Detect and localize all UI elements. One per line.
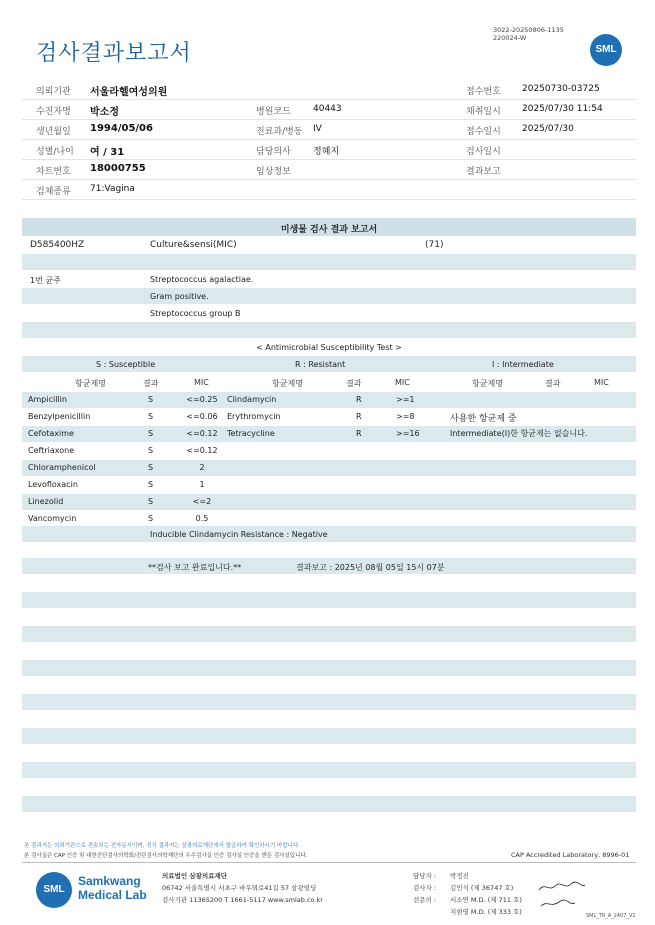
document-code-line1: 3022-20250806-1135 [493, 26, 564, 34]
organism-line: Streptococcus agalactiae. [150, 275, 254, 284]
stripe-band [22, 288, 636, 304]
col-header-mic: MIC [594, 378, 609, 387]
antibiotic-name: Ceftriaxone [28, 446, 75, 455]
info-label: 채취일시 [466, 107, 501, 117]
org-name: 의료법인 삼광의료재단 [162, 872, 228, 880]
mic-value: >=1 [396, 395, 415, 404]
antibiotic-name: Benzylpenicillin [28, 412, 91, 421]
ast-result: R [356, 412, 362, 421]
info-row [22, 180, 636, 200]
organism-line: Gram positive. [150, 292, 209, 301]
staff-value: 박정진 [450, 872, 469, 880]
ast-result: R [356, 429, 362, 438]
empty-row-band [22, 660, 636, 676]
info-label: 접수일시 [466, 127, 501, 137]
stripe-band [22, 494, 636, 510]
empty-row-band [22, 694, 636, 710]
info-label: 결과보고 [466, 167, 501, 177]
col-header-drug: 항균제명 [75, 379, 106, 388]
notice-accreditation: 본 검사실은 CAP 인증 및 대한진단검사의학회/진단검사의학재단의 우수검사실 인증 검사실 인증을 받은 검사실입니다. [24, 853, 308, 859]
ast-result: S [148, 395, 154, 404]
info-value: 2025/07/30 [522, 124, 574, 134]
info-row [22, 140, 636, 160]
info-value: 정혜지 [313, 147, 340, 157]
antibiotic-name: Chloramphenicol [28, 463, 96, 472]
legend-intermediate: I : Intermediate [492, 360, 554, 369]
info-value: 71:Vagina [90, 184, 135, 194]
info-label: 접수번호 [466, 87, 501, 97]
info-label: 검체종류 [36, 187, 71, 197]
note-line: 사용한 항균제 중 [450, 414, 517, 424]
mic-value: <=0.12 [186, 429, 218, 438]
mic-value: <=2 [192, 497, 212, 506]
info-row [22, 100, 636, 120]
isolate-label: 1번 균주 [30, 276, 61, 285]
form-code: SML_TR_A_2407_V1 [586, 913, 636, 919]
info-value: 1994/05/06 [90, 123, 153, 134]
mic-value: >=8 [396, 412, 415, 421]
info-label: 생년월일 [36, 127, 71, 137]
empty-row-band [22, 762, 636, 778]
col-header-mic: MIC [194, 378, 209, 387]
info-label: 임상정보 [256, 167, 291, 177]
empty-row-band [22, 728, 636, 744]
ast-title: < Antimicrobial Susceptibility Test > [256, 343, 402, 352]
note-line: Intermediate(I)한 항균제는 없습니다. [450, 429, 588, 438]
report-complete: **검사 보고 완료입니다.** [148, 563, 242, 572]
info-value: 2025/07/30 11:54 [522, 104, 603, 114]
legend-susceptible: S : Susceptible [96, 360, 156, 369]
stripe-band [22, 254, 636, 270]
antibiotic-name: Levofloxacin [28, 480, 78, 489]
mic-value: <=0.25 [186, 395, 218, 404]
col-header-mic: MIC [395, 378, 410, 387]
test-name: Culture&sensi(MIC) [150, 240, 237, 250]
org-contact: 검사기관 11365200 T 1661-5117 www.smlab.co.kr [162, 896, 323, 904]
sml-logo: SML [590, 34, 622, 66]
organism-line: Streptococcus group B [150, 309, 241, 318]
footer-divider [22, 862, 636, 863]
empty-row-band [22, 626, 636, 642]
col-header-result: 결과 [545, 379, 561, 388]
stripe-band [22, 392, 636, 408]
staff-label: 전문의 : [413, 896, 437, 904]
empty-row-band [22, 592, 636, 608]
empty-row-band [22, 796, 636, 812]
staff-value: 지현영 M.D. (제 333 호) [450, 908, 522, 916]
info-label: 검사일시 [466, 147, 501, 157]
info-value: 박소정 [90, 107, 119, 118]
mic-value: >=16 [396, 429, 420, 438]
stripe-band [22, 526, 636, 542]
ast-result: S [148, 497, 154, 506]
col-header-result: 결과 [346, 379, 362, 388]
signature-image [537, 878, 587, 912]
info-label: 담당의사 [256, 147, 291, 157]
stripe-band [22, 322, 636, 338]
test-number: (71) [425, 240, 444, 250]
antibiotic-name: Linezolid [28, 497, 64, 506]
col-header-drug: 항균제명 [272, 379, 303, 388]
document-code-line2: 220024-W [493, 34, 527, 42]
antibiotic-name: Clindamycin [227, 395, 277, 404]
info-value: 18000755 [90, 163, 146, 174]
document-code [493, 26, 564, 42]
stripe-band [22, 460, 636, 476]
report-time: 결과보고 : 2025년 08월 05일 15시 07분 [296, 563, 445, 572]
sml-logo-footer: SML [36, 872, 72, 908]
brand-name [78, 874, 147, 902]
mic-value: 1 [199, 480, 205, 489]
staff-value: 서소연 M.D. (제 711 호) [450, 896, 522, 904]
brand-line1: Samkwang [78, 874, 141, 888]
test-code: D585400HZ [30, 240, 85, 250]
antibiotic-name: Cefotaxime [28, 429, 74, 438]
section-title: 미생물 검사 결과 보고서 [280, 225, 378, 235]
org-address: 06742 서울특별시 서초구 바우뫼로41길 57 삼광빌딩 [162, 884, 317, 892]
info-label: 의뢰기관 [36, 87, 71, 97]
col-header-drug: 항균제명 [472, 379, 503, 388]
ast-result: R [356, 395, 362, 404]
mic-value: <=0.06 [186, 412, 218, 421]
ast-result: S [148, 463, 154, 472]
mic-value: 0.5 [195, 514, 209, 523]
brand-line2: Medical Lab [78, 888, 147, 902]
info-label: 진료과/병동 [256, 127, 303, 137]
info-row [22, 80, 636, 100]
cap-accreditation: CAP Accredited Laboratory, 8996-01 [511, 851, 630, 859]
antibiotic-name: Tetracycline [227, 429, 275, 438]
info-label: 차트번호 [36, 167, 71, 177]
antibiotic-name: Ampicillin [28, 395, 67, 404]
info-value: 40443 [313, 104, 342, 114]
staff-label: 검사자 : [413, 884, 437, 892]
staff-label: 담당자 : [413, 872, 437, 880]
info-row [22, 120, 636, 140]
info-value: 서울라헬여성의원 [90, 87, 168, 98]
ast-result: S [148, 514, 154, 523]
ast-result: S [148, 446, 154, 455]
info-value: 20250730-03725 [522, 84, 600, 94]
info-label: 수진자명 [36, 107, 71, 117]
antibiotic-name: Vancomycin [28, 514, 77, 523]
info-label: 병원코드 [256, 107, 291, 117]
legend-resistant: R : Resistant [295, 360, 346, 369]
info-value: IV [313, 124, 322, 134]
ast-result: S [148, 480, 154, 489]
info-value: 여 / 31 [90, 147, 125, 158]
inducible-resistance: Inducible Clindamycin Resistance : Negative [150, 530, 328, 539]
col-header-result: 결과 [143, 379, 159, 388]
ast-result: S [148, 429, 154, 438]
info-label: 성별/나이 [36, 147, 74, 157]
page-title: 검사결과보고서 [36, 41, 192, 66]
staff-value: 김민식 (제 36747 호) [450, 884, 514, 892]
notice-electronic: 본 결과지는 의뢰기관으로 전송되는 전자문서이며, 정식 결과지는 삼광의료재단에서 발급하여 확인하시기 바랍니다. [24, 843, 301, 849]
ast-result: S [148, 412, 154, 421]
antibiotic-name: Erythromycin [227, 412, 281, 421]
info-row [22, 160, 636, 180]
mic-value: 2 [199, 463, 205, 472]
mic-value: <=0.12 [186, 446, 218, 455]
